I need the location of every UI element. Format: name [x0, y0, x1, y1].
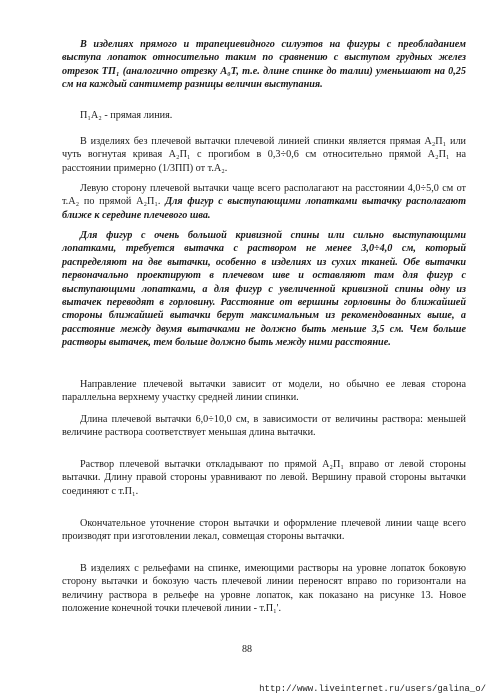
watermark-url: http://www.liveinternet.ru/users/galina_o/ [259, 684, 486, 694]
paragraph-dart-direction: Направление плечевой вытачки зависит от модели, но обычно ее левая сторона параллельна верхнему участку средней линии спинки. [62, 379, 466, 404]
page-number: 88 [242, 644, 252, 655]
left-side-dart-text: Левую сторону плечевой вытачки чаще всего располагают на расстоянии 4,0÷5,0 см от т.А₂ по прямой А₂П₁. [62, 183, 466, 208]
paragraph-without-dart: В изделиях без плечевой вытачки плечевой линией спинки является прямая А₂П₁ или чуть вогнутая кривая А₂П₁ с прогибом в 0,3÷0,6 см относительно прямой А₂П₁ на расстоянии примерно (1/3ПП) от т.А₂. [62, 136, 466, 174]
paragraph-reliefs: В изделиях с рельефами на спинке, имеющими растворы на уровне лопаток боковую сторону вытачки и бокозую часть плечевой линии переносят вправо по горизонтали на величину раствора в рельефе на уровне лопаток, как показано на рисунке 13. Новое положение конечной точки плечевой линии - т.П₁'. [62, 563, 466, 615]
paragraph-large-curvature: Для фигур с очень большой кривизной спины или сильно выступающими лопатками, требуется вытачка с раствором не менее 3,0÷4,0 см, который распределяют на две вытачки, особенно в изделиях из сухих тканей. Обе вытачки первоначально проектируют в плечевом шве и оставляют там для фигур с выступающими лопатками, а для фигур с увеличенной кривизной спины одну из вытачек переводят в горловину. Расстояние от вершины горловины до ближайшей стороны ближайшей вытачки берут максимальным из рекомендованных выше, а расстояние между двумя вытачками не должно быть меньше 3,5 см. Чем больше растворы вытачек, тем больше должно быть между ними расстояние. [62, 230, 466, 349]
paragraph-dart-opening: Раствор плечевой вытачки откладывают по прямой А₂П₁ вправо от левой стороны вытачки. Длину правой стороны уравнивают по левой. Вершину правой стороны вытачки соединяют с т.П₁. [62, 459, 466, 497]
paragraph-left-side-dart [62, 182, 466, 222]
left-side-dart-emphasis: Для фигур с выступающими лопатками вытачку располагают ближе к середине плечевого шва. [62, 196, 466, 221]
paragraph-straight-line: П₁А₂ - прямая линия. [80, 110, 173, 121]
paragraph-dart-length: Длина плечевой вытачки 6,0÷10,0 см, в зависимости от величины раствора: меньшей величине раствора соответствует меньшая длина вытачки. [62, 414, 466, 439]
paragraph-final-adjustment: Окончательное уточнение сторон вытачки и оформление плечевой линии чаще всего производят при изготовлении лекал, совмещая стороны вытачки. [62, 518, 466, 543]
paragraph-shoulder-blades-intro: В изделиях прямого и трапециевидного силуэтов на фигуры с преобладанием выступа лопаток относительно таким по сравнению с выступом грудных желез отрезок ТП₁ (аналогично отрезку А₀Т, т.е. длине спинке до талии) уменьшают на 0,25 см на каждый сантиметр разницы величин выступания. [62, 39, 466, 91]
